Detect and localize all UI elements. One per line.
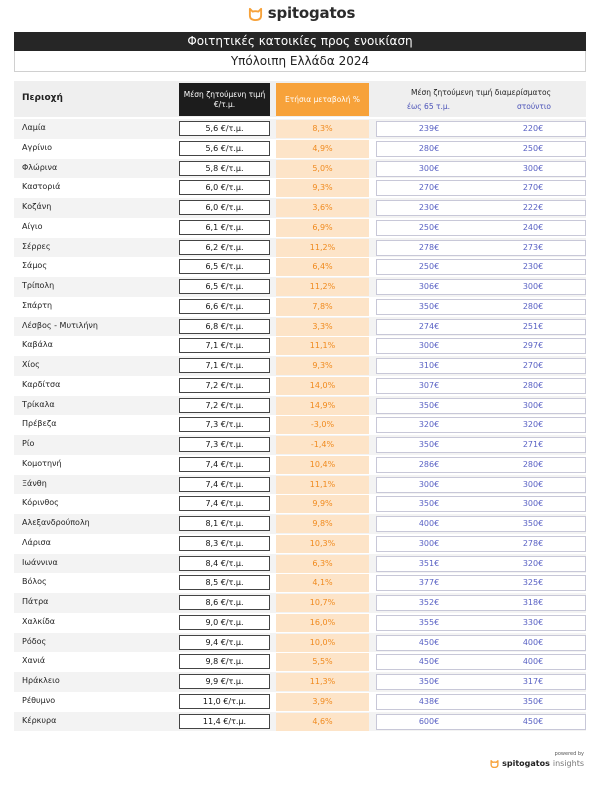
change-cell: 4,6% <box>276 713 369 731</box>
price-cell: 6,6 €/τ.μ. <box>179 299 270 314</box>
upto65-value: 230€ <box>418 203 440 212</box>
table-row <box>14 554 586 574</box>
table-row <box>14 356 586 376</box>
region-cell: Αίγιο <box>22 221 43 231</box>
change-cell: 11,2% <box>276 278 369 296</box>
table-row <box>14 415 586 435</box>
table-row <box>14 494 586 514</box>
table-row <box>14 297 586 317</box>
footer-logo <box>490 759 584 768</box>
table-row <box>14 455 586 475</box>
price-cell: 5,6 €/τ.μ. <box>179 121 270 136</box>
table-row <box>14 475 586 495</box>
upto65-value: 350€ <box>418 301 440 311</box>
apartment-cell <box>376 595 586 611</box>
apartment-cell <box>376 240 586 256</box>
change-cell: 16,0% <box>276 614 369 632</box>
studio-value: 400€ <box>522 657 544 667</box>
table-row <box>14 712 586 732</box>
table-row <box>14 672 586 692</box>
apartment-cell <box>376 200 586 216</box>
change-cell: 7,8% <box>276 298 369 316</box>
price-cell: 7,1 €/τ.μ. <box>179 358 270 373</box>
region-cell: Κόρινθος <box>22 498 59 508</box>
upto65-value: 355€ <box>418 617 440 627</box>
price-cell: 8,5 €/τ.μ. <box>179 575 270 590</box>
region-cell: Κοζάνη <box>22 202 52 211</box>
upto65-value: 280€ <box>418 143 440 153</box>
price-cell: 6,1 €/τ.μ. <box>179 220 270 235</box>
apartment-cell <box>376 417 586 433</box>
apartment-cell <box>376 457 586 473</box>
upto65-value: 600€ <box>418 716 440 726</box>
price-cell: 7,3 €/τ.μ. <box>179 437 270 452</box>
change-cell: 6,9% <box>276 219 369 237</box>
upto65-value: 350€ <box>418 440 440 449</box>
studio-value: 240€ <box>522 222 544 232</box>
studio-value: 300€ <box>522 479 544 489</box>
table-row <box>14 435 586 455</box>
price-cell: 9,8 €/τ.μ. <box>179 654 270 669</box>
studio-value: 350€ <box>522 696 544 706</box>
table-row <box>14 257 586 277</box>
apartment-cell <box>376 259 586 275</box>
price-cell: 8,1 €/τ.μ. <box>179 516 270 531</box>
apartment-cell <box>376 398 586 414</box>
change-cell: 11,1% <box>276 476 369 494</box>
studio-value: 222€ <box>522 203 544 212</box>
studio-value: 278€ <box>522 538 544 548</box>
table-row <box>14 139 586 159</box>
price-cell: 11,0 €/τ.μ. <box>179 694 270 709</box>
upto65-value: 450€ <box>418 657 440 667</box>
apartment-cell <box>376 161 586 177</box>
price-cell: 7,3 €/τ.μ. <box>179 417 270 432</box>
studio-value: 250€ <box>522 143 544 153</box>
change-cell: 9,3% <box>276 357 369 375</box>
price-cell: 7,2 €/τ.μ. <box>179 378 270 393</box>
region-cell: Πρέβεζα <box>22 419 57 429</box>
price-cell: 7,2 €/τ.μ. <box>179 398 270 413</box>
change-cell: 14,9% <box>276 397 369 415</box>
price-cell: 11,4 €/τ.μ. <box>179 714 270 729</box>
upto65-value: 450€ <box>418 637 440 647</box>
price-cell: 8,3 €/τ.μ. <box>179 536 270 551</box>
table-body <box>14 119 586 731</box>
footer-brand: spitogatos <box>502 759 550 768</box>
region-cell: Ξάνθη <box>22 478 47 488</box>
price-cell: 6,8 €/τ.μ. <box>179 319 270 334</box>
change-cell: 9,8% <box>276 515 369 533</box>
price-cell: 9,0 €/τ.μ. <box>179 615 270 630</box>
price-cell: 5,8 €/τ.μ. <box>179 161 270 176</box>
region-cell: Ρίο <box>22 439 35 448</box>
apartment-cell <box>376 358 586 374</box>
upto65-value: 300€ <box>418 163 440 173</box>
change-cell: 4,1% <box>276 574 369 592</box>
price-cell: 8,6 €/τ.μ. <box>179 595 270 610</box>
upto65-value: 350€ <box>418 677 440 686</box>
table-row <box>14 218 586 238</box>
change-cell: 3,6% <box>276 199 369 217</box>
region-cell: Ιωάννινα <box>22 557 58 567</box>
apartment-cell <box>376 220 586 236</box>
apartment-cell <box>376 635 586 651</box>
upto65-value: 320€ <box>418 420 440 430</box>
upto65-value: 274€ <box>418 321 440 331</box>
page-title: Φοιτητικές κατοικίες προς ενοικίαση <box>14 32 586 51</box>
upto65-value: 350€ <box>418 499 440 509</box>
apartment-cell <box>376 319 586 335</box>
apartment-cell <box>376 714 586 730</box>
upto65-value: 300€ <box>418 538 440 548</box>
change-cell: 14,0% <box>276 377 369 395</box>
change-cell: 3,9% <box>276 693 369 711</box>
apartment-cell <box>376 180 586 196</box>
studio-value: 297€ <box>522 341 544 351</box>
upto65-value: 400€ <box>418 519 440 528</box>
studio-value: 280€ <box>522 380 544 390</box>
change-cell: 5,5% <box>276 653 369 671</box>
studio-value: 270€ <box>522 361 544 370</box>
region-cell: Χαλκίδα <box>22 616 56 626</box>
change-cell: 9,9% <box>276 495 369 513</box>
upto65-value: 250€ <box>418 262 440 272</box>
studio-value: 300€ <box>522 163 544 173</box>
upto65-value: 438€ <box>418 696 440 706</box>
price-cell: 7,1 €/τ.μ. <box>179 338 270 353</box>
table-row <box>14 178 586 198</box>
table-row <box>14 692 586 712</box>
studio-value: 280€ <box>522 459 544 469</box>
region-cell: Λαμία <box>22 123 46 132</box>
table-row <box>14 534 586 554</box>
change-cell: 11,2% <box>276 239 369 257</box>
table-row <box>14 159 586 179</box>
table-row <box>14 652 586 672</box>
studio-value: 230€ <box>522 262 544 272</box>
apartment-cell <box>376 121 586 137</box>
page-subtitle: Υπόλοιπη Ελλάδα 2024 <box>14 51 586 72</box>
region-cell: Ρέθυμνο <box>22 695 56 705</box>
table-row <box>14 376 586 396</box>
change-cell: 10,7% <box>276 594 369 612</box>
region-cell: Σέρρες <box>22 241 51 251</box>
price-cell: 7,4 €/τ.μ. <box>179 496 270 511</box>
change-cell: 3,3% <box>276 318 369 336</box>
studio-value: 320€ <box>522 558 544 568</box>
region-cell: Σάμος <box>22 261 48 271</box>
table-row <box>14 633 586 653</box>
region-cell: Βόλος <box>22 577 47 587</box>
region-cell: Ρόδος <box>22 636 47 646</box>
studio-value: 273€ <box>522 242 544 252</box>
upto65-value: 239€ <box>418 124 440 133</box>
table-row <box>14 613 586 633</box>
table-row <box>14 573 586 593</box>
region-cell: Πάτρα <box>22 597 49 606</box>
apartment-cell <box>376 378 586 394</box>
upto65-value: 350€ <box>418 400 440 410</box>
region-cell: Κομοτηνή <box>22 458 62 468</box>
region-cell: Ηράκλειο <box>22 676 60 685</box>
price-cell: 6,0 €/τ.μ. <box>179 200 270 215</box>
upto65-value: 278€ <box>418 242 440 252</box>
column-header-apartment: Μέση ζητούμενη τιμή διαμερίσματος <box>411 88 551 97</box>
change-cell: 6,3% <box>276 555 369 573</box>
price-cell: 8,4 €/τ.μ. <box>179 556 270 571</box>
upto65-value: 270€ <box>418 183 440 193</box>
studio-value: 300€ <box>522 282 544 291</box>
studio-value: 450€ <box>522 716 544 726</box>
apartment-cell <box>376 279 586 295</box>
region-cell: Καρδίτσα <box>22 379 61 389</box>
table-row <box>14 317 586 337</box>
studio-value: 400€ <box>522 637 544 647</box>
price-cell: 6,5 €/τ.μ. <box>179 279 270 294</box>
region-cell: Τρίκαλα <box>22 399 55 409</box>
change-cell: 10,3% <box>276 535 369 553</box>
studio-value: 325€ <box>522 578 544 588</box>
change-cell: 4,9% <box>276 140 369 158</box>
studio-value: 300€ <box>522 400 544 410</box>
table-row <box>14 119 586 139</box>
region-cell: Τρίπολη <box>22 281 55 290</box>
region-cell: Αλεξανδρούπολη <box>22 518 90 527</box>
price-cell: 6,2 €/τ.μ. <box>179 240 270 255</box>
column-header-price: Μέση ζητούμενη τιμή €/τ.μ. <box>179 83 270 116</box>
powered-by-label: powered by <box>554 751 584 757</box>
change-cell: 6,4% <box>276 258 369 276</box>
price-cell: 7,4 €/τ.μ. <box>179 477 270 492</box>
apartment-cell <box>376 516 586 532</box>
change-cell: -1,4% <box>276 436 369 454</box>
apartment-cell <box>376 338 586 354</box>
table-row <box>14 593 586 613</box>
region-cell: Κέρκυρα <box>22 715 57 725</box>
region-cell: Φλώρινα <box>22 162 58 172</box>
upto65-value: 377€ <box>418 578 440 588</box>
apartment-cell <box>376 496 586 512</box>
apartment-cell <box>376 536 586 552</box>
apartment-cell <box>376 575 586 591</box>
studio-value: 251€ <box>522 321 544 331</box>
change-cell: 10,0% <box>276 634 369 652</box>
apartment-cell <box>376 556 586 572</box>
region-cell: Λέσβος - Μυτιλήνη <box>22 320 98 330</box>
studio-value: 271€ <box>522 440 544 449</box>
region-cell: Χανιά <box>22 656 46 666</box>
brand-name: spitogatos <box>267 4 356 22</box>
region-cell: Χίος <box>22 360 40 369</box>
change-cell: 11,1% <box>276 337 369 355</box>
table-row <box>14 238 586 258</box>
price-cell: 6,5 €/τ.μ. <box>179 259 270 274</box>
upto65-value: 286€ <box>418 459 440 469</box>
studio-value: 270€ <box>522 183 544 193</box>
price-cell: 9,9 €/τ.μ. <box>179 674 270 689</box>
price-cell: 7,4 €/τ.μ. <box>179 457 270 472</box>
studio-value: 317€ <box>522 677 544 686</box>
studio-value: 330€ <box>522 617 544 627</box>
column-header-studio: στούντιο <box>516 102 552 111</box>
studio-value: 320€ <box>522 420 544 430</box>
studio-value: 280€ <box>522 301 544 311</box>
footer-product: insights <box>552 759 584 768</box>
upto65-value: 352€ <box>418 598 440 607</box>
upto65-value: 300€ <box>418 479 440 489</box>
change-cell: 8,3% <box>276 120 369 138</box>
upto65-value: 307€ <box>418 380 440 390</box>
region-cell: Λάρισα <box>22 537 51 547</box>
apartment-cell <box>376 477 586 493</box>
apartment-cell <box>376 141 586 157</box>
upto65-value: 310€ <box>418 361 440 370</box>
table-row <box>14 336 586 356</box>
footer <box>470 751 590 777</box>
upto65-value: 351€ <box>418 558 440 568</box>
region-cell: Αγρίνιο <box>22 142 53 152</box>
studio-value: 220€ <box>522 124 544 133</box>
table-row <box>14 277 586 297</box>
brand-logo <box>0 3 603 23</box>
cat-icon <box>248 6 263 21</box>
column-header-change: Ετήσια μεταβολή % <box>276 83 369 116</box>
apartment-cell <box>376 615 586 631</box>
apartment-cell <box>376 674 586 690</box>
table-row <box>14 396 586 416</box>
studio-value: 350€ <box>522 519 544 528</box>
cat-icon <box>490 759 499 768</box>
apartment-cell <box>376 299 586 315</box>
apartment-cell <box>376 654 586 670</box>
upto65-value: 306€ <box>418 282 440 291</box>
upto65-value: 250€ <box>418 222 440 232</box>
table-row <box>14 198 586 218</box>
price-cell: 6,0 €/τ.μ. <box>179 180 270 195</box>
upto65-value: 300€ <box>418 341 440 351</box>
change-cell: 10,4% <box>276 456 369 474</box>
studio-value: 300€ <box>522 499 544 509</box>
change-cell: 11,3% <box>276 673 369 691</box>
change-cell: 9,3% <box>276 179 369 197</box>
apartment-cell <box>376 694 586 710</box>
price-cell: 9,4 €/τ.μ. <box>179 635 270 650</box>
region-cell: Καστοριά <box>22 182 61 192</box>
column-header-upto65: έως 65 τ.μ. <box>406 102 451 111</box>
table-row <box>14 514 586 534</box>
change-cell: -3,0% <box>276 416 369 434</box>
region-cell: Σπάρτη <box>22 300 53 310</box>
price-cell: 5,6 €/τ.μ. <box>179 141 270 156</box>
studio-value: 318€ <box>522 598 544 607</box>
region-cell: Καβάλα <box>22 340 53 350</box>
change-cell: 5,0% <box>276 160 369 178</box>
apartment-cell <box>376 437 586 453</box>
column-header-region: Περιοχή <box>22 93 63 103</box>
